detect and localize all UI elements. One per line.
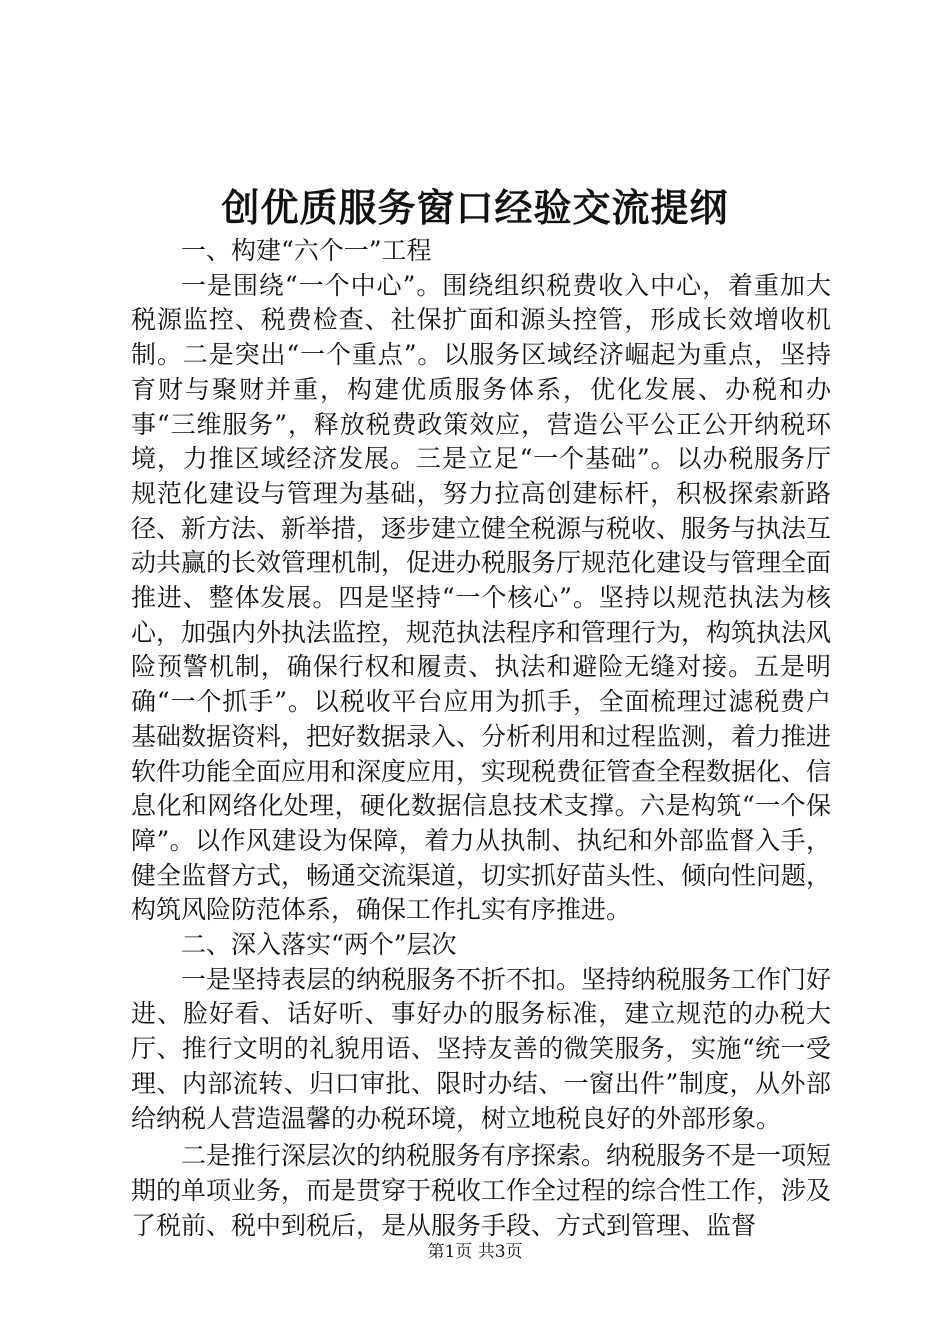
section-heading-2: 二、深入落实“两个”层次 bbox=[181, 930, 457, 960]
body-paragraph: 一是围绕“一个中心”。围绕组织税费收入中心，着重加大税源监控、税费检查、社保扩面和源头控管，形成长效增收机制。二是突出“一个重点”。以服务区域经济崛起为重点，坚持育财与聚财并重，构建优质服务体系，优化发展、办税和办事“三维服务”，释放税费政策效应，营造公平公正公开纳税环境，力推区域经济发展。三是立足“一个基础”。以办税服务厅规范化建设与管理为基础，努力拉高创建标杆，积极探索新路径、新方法、新举措，逐步建立健全税源与税收、服务与执法互动共赢的长效管理机制，促进办税服务厅规范化建设与管理全面推进、整体发展。四是坚持“一个核心”。坚持以规范执法为核心，加强内外执法监控，规范执法程序和管理行为，构筑执法风险预警机制，确保行权和履责、执法和避险无缝对接。五是明确“一个抓手”。以税收平台应用为抓手，全面梳理过滤税费户基础数据资料，把好数据录入、分析利用和过程监测，着力推进软件功能全面应用和深度应用，实现税费征管查全程数据化、信息化和网络化处理，硬化数据信息技术支撑。六是构筑“一个保障”。以作风建设为保障，着力从执制、执纪和外部监督入手，健全监督方式，畅通交流渠道，切实抓好苗头性、倾向性问题，构筑风险防范体系，确保工作扎实有序推进。 bbox=[131, 270, 832, 925]
section-heading-1: 一、构建“六个一”工程 bbox=[181, 236, 432, 265]
page-number-footer: 第1页 共3页 bbox=[427, 1242, 523, 1262]
body-paragraph: 一是坚持表层的纳税服务不折不扣。坚持纳税服务工作门好进、脸好看、话好听、事好办的服务标准，建立规范的办税大厅、推行文明的礼貌用语、坚持友善的微笑服务，实施“统一受理、内部流转、归口审批、限时办结、一窗出件”制度，从外部给纳税人营造温馨的办税环境，树立地税良好的外部形象。 bbox=[131, 964, 832, 1133]
body-paragraph: 二是推行深层次的纳税服务有序探索。纳税服务不是一项短期的单项业务，而是贯穿于税收工作全过程的综合性工作，涉及了税前、税中到税后，是从服务手段、方式到管理、监督 bbox=[131, 1141, 832, 1240]
document-body bbox=[131, 234, 831, 1243]
document-title: 创优质服务窗口经验交流提纲 bbox=[221, 185, 729, 230]
